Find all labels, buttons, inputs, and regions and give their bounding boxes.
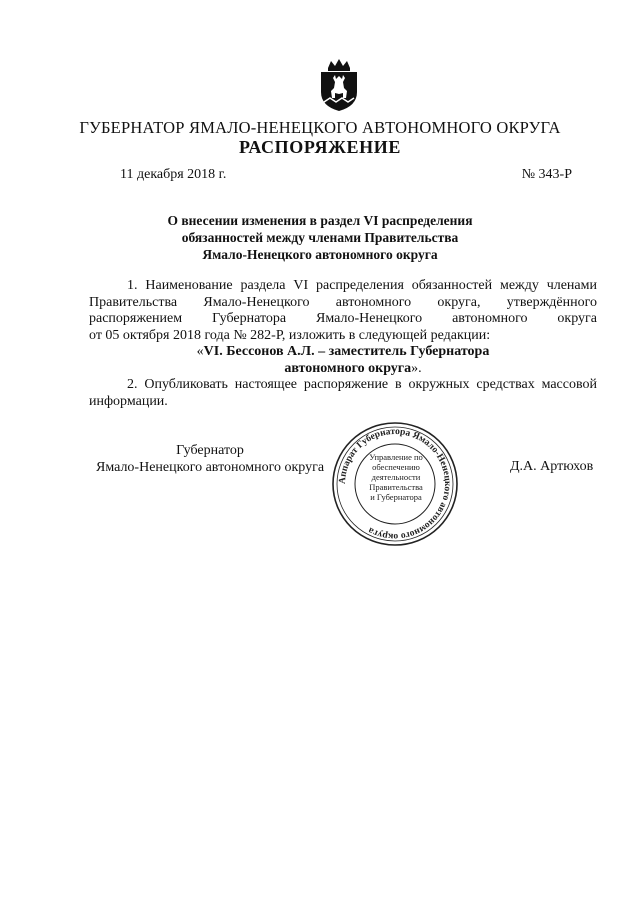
seal-center-line: обеспечению [372,462,420,472]
seal-ring-text: Аппарат Губернатора Ямало-Ненецкого автономного округа [337,426,453,542]
document-body [89,278,597,410]
title-line: обязанностей между членами Правительства [181,230,459,245]
paragraph-1-line: Правительства Ямало-Ненецкого автономного округа, утверждённого [89,294,597,310]
document-type: РАСПОРЯЖЕНИЕ [239,137,401,157]
quote-close: ». [411,360,422,376]
paragraph-1-line: от 05 октября 2018 года № 282-Р, изложить в следующей редакции: [89,327,491,343]
issuing-authority: ГУБЕРНАТОР ЯМАЛО-НЕНЕЦКОГО АВТОНОМНОГО ОКРУГА [79,118,561,137]
seal-center-line: Правительства [369,482,423,492]
seal-center-line: и Губернатора [370,492,422,502]
paragraph-2-line: информации. [89,393,168,409]
position-line-1: Губернатор [176,443,244,458]
quote-line-2: автономного округа [284,360,412,376]
seal-center-line: деятельности [371,472,421,482]
title-line: О внесении изменения в раздел VI распределения [167,213,473,228]
quoted-section-title [89,344,597,361]
paragraph-2-line: 2. Опубликовать настоящее распоряжение в окружных средствах массовой [127,377,597,392]
signatory-name: Д.А. Артюхов [510,459,594,474]
official-seal-icon [330,420,460,548]
coat-of-arms-icon [316,58,362,112]
paragraph-1-line: распоряжением Губернатора Ямало-Ненецкого автономного округа [89,311,597,326]
quote-open: « [196,344,204,359]
quote-line-1: VI. Бессонов А.Л. – заместитель Губернатора [203,344,490,359]
seal-center-line: Управление по [369,452,423,462]
quoted-section-title-cont [89,361,597,378]
paragraph-1-line: 1. Наименование раздела VI распределения обязанностей между членами [127,278,597,293]
position-line-2: Ямало-Ненецкого автономного округа [96,460,325,475]
document-title [100,212,540,263]
title-line: Ямало-Ненецкого автономного округа [202,247,438,262]
signatory-position [96,442,324,476]
document-date: 11 декабря 2018 г. [120,167,227,182]
document-number: № 343-Р [521,167,572,182]
